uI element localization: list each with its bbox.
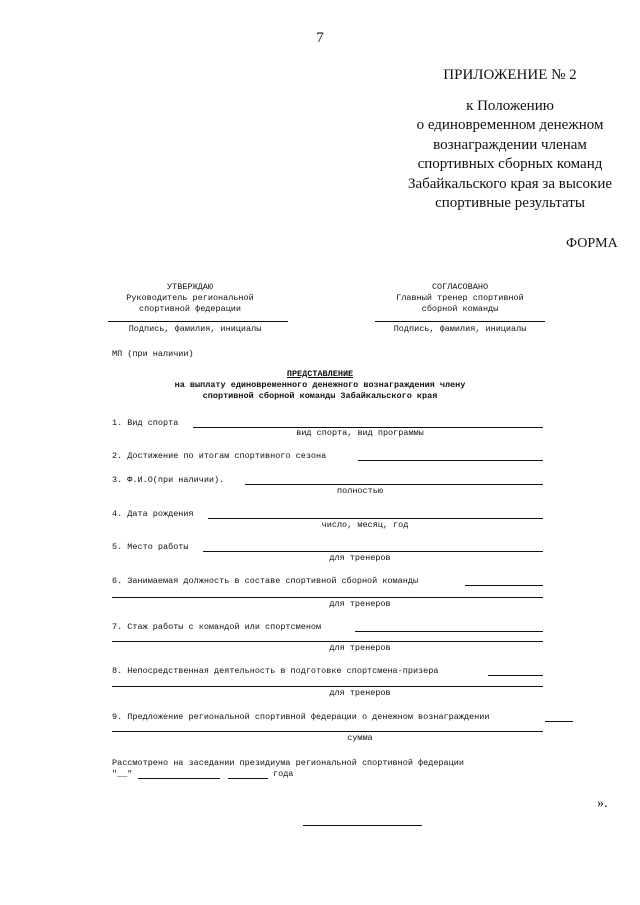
field-workplace-label: 5. Место работы [112, 542, 189, 552]
field-reward-line-2[interactable] [112, 731, 543, 732]
agreed-sign-caption: Подпись, фамилия, инициалы [393, 324, 527, 334]
appendix-line: о единовременном денежном [416, 117, 604, 133]
field-reward-line[interactable] [545, 721, 573, 722]
field-position-line-2[interactable] [112, 597, 543, 598]
page-number: 7 [316, 30, 324, 46]
appendix-title: ПРИЛОЖЕНИЕ № 2 [443, 67, 577, 83]
approve-title: УТВЕРЖДАЮ [167, 282, 213, 292]
approve-line: спортивной федерации [138, 304, 242, 314]
field-achievement-line[interactable] [358, 460, 543, 461]
appendix-line: к Положению [466, 97, 554, 114]
considered-text: Рассмотрено на заседании президиума региональной спортивной федерации [112, 758, 464, 768]
approve-block [105, 282, 275, 315]
field-reward-caption: сумма [347, 733, 373, 743]
document-title-line: на выплату единовременного денежного вознаграждения члену [174, 380, 466, 390]
agreed-block [375, 282, 545, 315]
agreed-line: Главный тренер спортивной [396, 293, 524, 303]
closing-mark: ». [597, 796, 608, 811]
agreed-signature-line [375, 321, 545, 322]
field-experience-label: 7. Стаж работы с командой или спортсменом [112, 622, 322, 632]
appendix-line: спортивные результаты [435, 195, 585, 211]
approve-signature-line [108, 321, 288, 322]
field-experience-line-2[interactable] [112, 641, 543, 642]
field-position-line[interactable] [465, 585, 543, 586]
appendix-line: Забайкальского края за высокие [407, 175, 613, 192]
field-activity-label: 8. Непосредственная деятельность в подготовке спортсмена-призера [112, 666, 439, 676]
field-birthdate-label: 4. Дата рождения [112, 509, 194, 519]
field-position-caption: для тренеров [329, 599, 391, 609]
field-fullname-caption: полностью [337, 486, 383, 496]
document-title-line: спортивной сборной команды Забайкальского края [202, 391, 438, 401]
field-workplace-caption: для тренеров [329, 553, 391, 563]
document-title-main: ПРЕДСТАВЛЕНИЕ [286, 369, 354, 379]
field-achievement-label: 2. Достижение по итогам спортивного сезона [112, 451, 327, 461]
field-fullname-line[interactable] [245, 484, 543, 485]
bottom-separator [303, 825, 422, 826]
field-birthdate-caption: число, месяц, год [321, 520, 409, 530]
field-workplace-line[interactable] [203, 551, 543, 552]
field-birthdate-line[interactable] [208, 518, 543, 519]
field-experience-line[interactable] [355, 631, 543, 632]
appendix-line: вознаграждении членам [433, 136, 587, 153]
field-sport-caption: вид спорта, вид программы [296, 428, 424, 438]
field-reward-label: 9. Предложение региональной спортивной федерации о денежном вознаграждении [112, 712, 490, 722]
forma-label: ФОРМА [566, 236, 618, 251]
approve-sign-caption: Подпись, фамилия, инициалы [128, 324, 262, 334]
approve-line: Руководитель региональной [126, 293, 254, 303]
field-experience-caption: для тренеров [329, 643, 391, 653]
appendix-heading [380, 66, 640, 214]
appendix-line: спортивных сборных команд [417, 156, 603, 172]
field-sport-label: 1. Вид спорта [112, 418, 179, 428]
field-activity-line-2[interactable] [112, 686, 543, 687]
considered-year-line[interactable] [228, 778, 268, 779]
considered-year-label: года [273, 769, 294, 779]
stamp-note: МП (при наличии) [112, 349, 194, 359]
considered-month-line[interactable] [138, 778, 220, 779]
field-activity-line[interactable] [488, 675, 543, 676]
field-activity-caption: для тренеров [329, 688, 391, 698]
field-position-label: 6. Занимаемая должность в составе спортивной сборной команды [112, 576, 419, 586]
agreed-line: сборной команды [421, 304, 499, 314]
field-fullname-label: 3. Ф.И.О(при наличии). [112, 475, 225, 485]
agreed-title: СОГЛАСОВАНО [431, 282, 489, 292]
document-title [150, 369, 490, 402]
considered-date-quote: "__" [112, 769, 133, 779]
